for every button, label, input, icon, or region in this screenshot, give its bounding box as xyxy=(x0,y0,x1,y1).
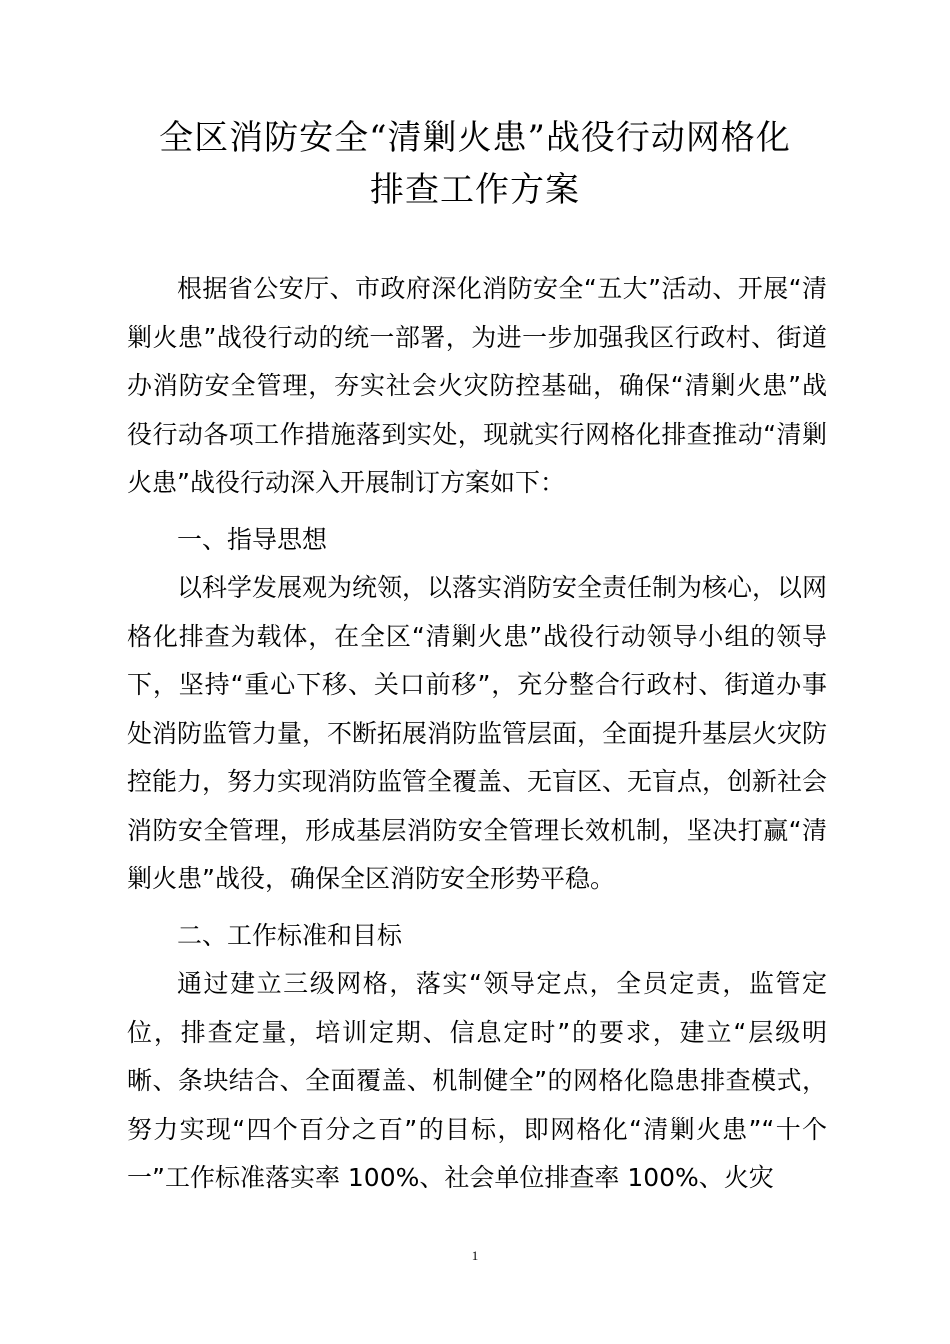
intro-paragraph: 根据省公安厅、市政府深化消防安全“五大”活动、开展“清剿火患”战役行动的统一部署，为进一步加强我区行政村、街道办消防安全管理，夯实社会火灾防控基础，确保“清剿火患”战役行动各项工作措施落到实处，现就实行网格化排查推动“清剿火患”战役行动深入开展制订方案如下： xyxy=(127,274,827,497)
page-number: 1 xyxy=(471,1248,479,1263)
title-line-1: 全区消防安全“清剿火患”战役行动网格化 xyxy=(159,118,791,158)
section-paragraph-guiding-ideology: 以科学发展观为统领，以落实消防安全责任制为核心，以网格化排查为载体，在全区“清剿火患”战役行动领导小组的领导下，坚持“重心下移、关口前移”，充分整合行政村、街道办事处消防监管力量，不断拓展消防监管层面，全面提升基层火灾防控能力，努力实现消防监管全覆盖、无盲区、无盲点，创新社会消防安全管理，形成基层消防安全管理长效机制，坚决打赢“清剿火患”战役，确保全区消防安全形势平稳。 xyxy=(127,573,828,893)
section-heading-standards-goals: 二、工作标准和目标 xyxy=(177,920,403,950)
title-line-2: 排查工作方案 xyxy=(370,170,580,210)
section-heading-guiding-ideology: 一、指导思想 xyxy=(177,524,328,554)
document-body xyxy=(127,265,827,1203)
document-title xyxy=(100,112,850,216)
section-paragraph-standards-goals: 通过建立三级网格，落实“领导定点，全员定责，监管定位，排查定量，培训定期、信息定时”的要求，建立“层级明晰、条块结合、全面覆盖、机制健全”的网格化隐患排查模式，努力实现“四个百分之百”的目标，即网格化“清剿火患”“十个一”工作标准落实率 100%、社会单位排查率 100%、火灾 xyxy=(127,969,827,1192)
